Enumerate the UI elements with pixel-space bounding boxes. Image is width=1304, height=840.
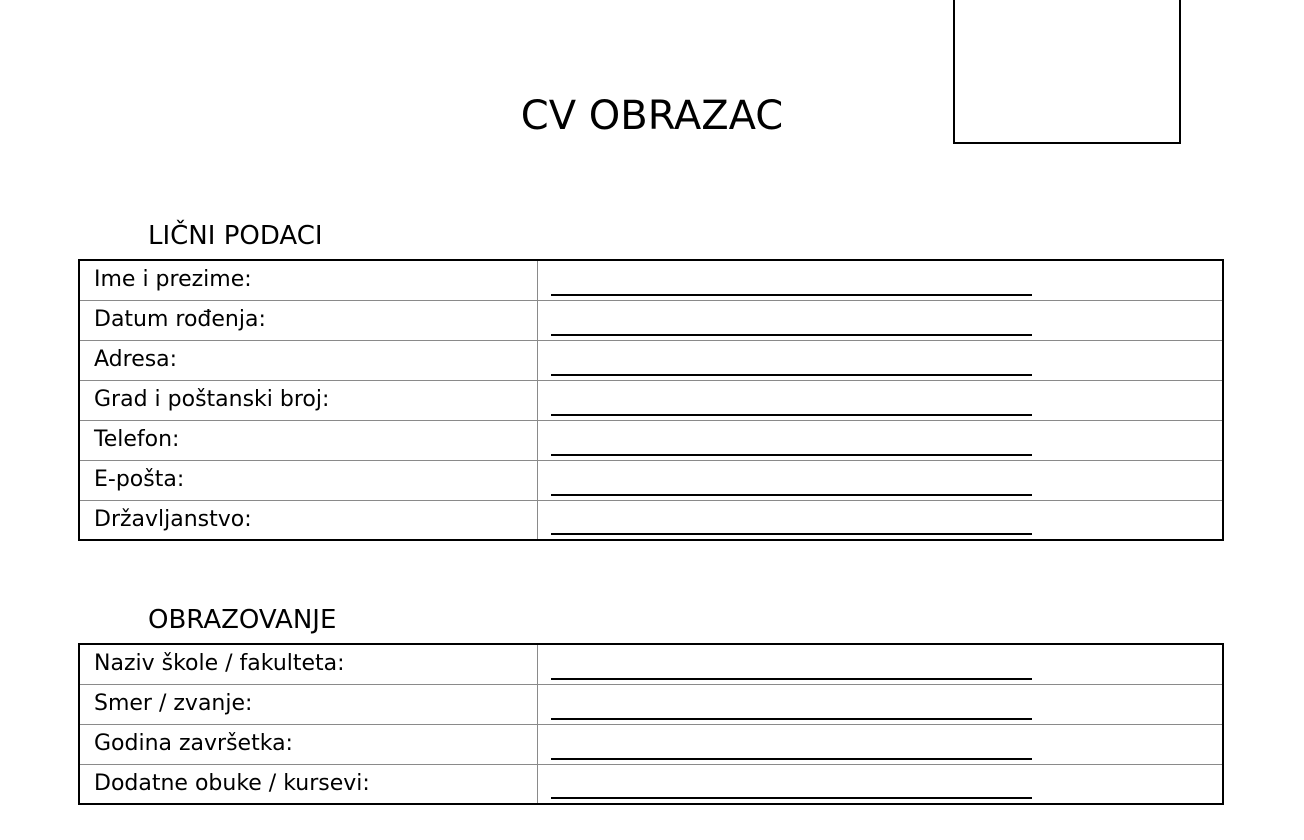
fill-line bbox=[551, 374, 1032, 376]
field-label-address: Adresa: bbox=[79, 340, 537, 380]
fill-line bbox=[551, 718, 1032, 720]
field-value-school-name[interactable] bbox=[537, 644, 1223, 684]
fill-line bbox=[551, 797, 1032, 799]
table-row bbox=[79, 644, 1223, 684]
field-label-full-name: Ime i prezime: bbox=[79, 260, 537, 300]
table-row bbox=[79, 380, 1223, 420]
field-label-phone: Telefon: bbox=[79, 420, 537, 460]
field-label-major: Smer / zvanje: bbox=[79, 684, 537, 724]
field-label-citizenship: Državljanstvo: bbox=[79, 500, 537, 540]
fill-line bbox=[551, 334, 1032, 336]
field-label-school-name: Naziv škole / fakulteta: bbox=[79, 644, 537, 684]
table-row bbox=[79, 300, 1223, 340]
table-row bbox=[79, 460, 1223, 500]
table-row bbox=[79, 260, 1223, 300]
section-heading-education: OBRAZOVANJE bbox=[148, 605, 337, 635]
fill-line bbox=[551, 454, 1032, 456]
field-label-courses: Dodatne obuke / kursevi: bbox=[79, 764, 537, 804]
personal-info-table bbox=[78, 259, 1224, 541]
fill-line bbox=[551, 294, 1032, 296]
field-value-city-postal[interactable] bbox=[537, 380, 1223, 420]
field-value-graduation-year[interactable] bbox=[537, 724, 1223, 764]
fill-line bbox=[551, 533, 1032, 535]
field-value-address[interactable] bbox=[537, 340, 1223, 380]
field-label-city-postal: Grad i poštanski broj: bbox=[79, 380, 537, 420]
fill-line bbox=[551, 494, 1032, 496]
table-row bbox=[79, 340, 1223, 380]
field-value-birth-date[interactable] bbox=[537, 300, 1223, 340]
table-row bbox=[79, 764, 1223, 804]
education-table bbox=[78, 643, 1224, 805]
page-title: CV OBRAZAC bbox=[520, 93, 784, 139]
field-value-courses[interactable] bbox=[537, 764, 1223, 804]
field-value-citizenship[interactable] bbox=[537, 500, 1223, 540]
field-value-email[interactable] bbox=[537, 460, 1223, 500]
table-row bbox=[79, 420, 1223, 460]
fill-line bbox=[551, 414, 1032, 416]
field-label-email: E-pošta: bbox=[79, 460, 537, 500]
fill-line bbox=[551, 758, 1032, 760]
table-row bbox=[79, 684, 1223, 724]
table-row bbox=[79, 500, 1223, 540]
field-value-full-name[interactable] bbox=[537, 260, 1223, 300]
table-row bbox=[79, 724, 1223, 764]
field-label-birth-date: Datum rođenja: bbox=[79, 300, 537, 340]
fill-line bbox=[551, 678, 1032, 680]
section-heading-personal: LIČNI PODACI bbox=[148, 221, 323, 251]
field-value-phone[interactable] bbox=[537, 420, 1223, 460]
field-label-graduation-year: Godina završetka: bbox=[79, 724, 537, 764]
field-value-major[interactable] bbox=[537, 684, 1223, 724]
